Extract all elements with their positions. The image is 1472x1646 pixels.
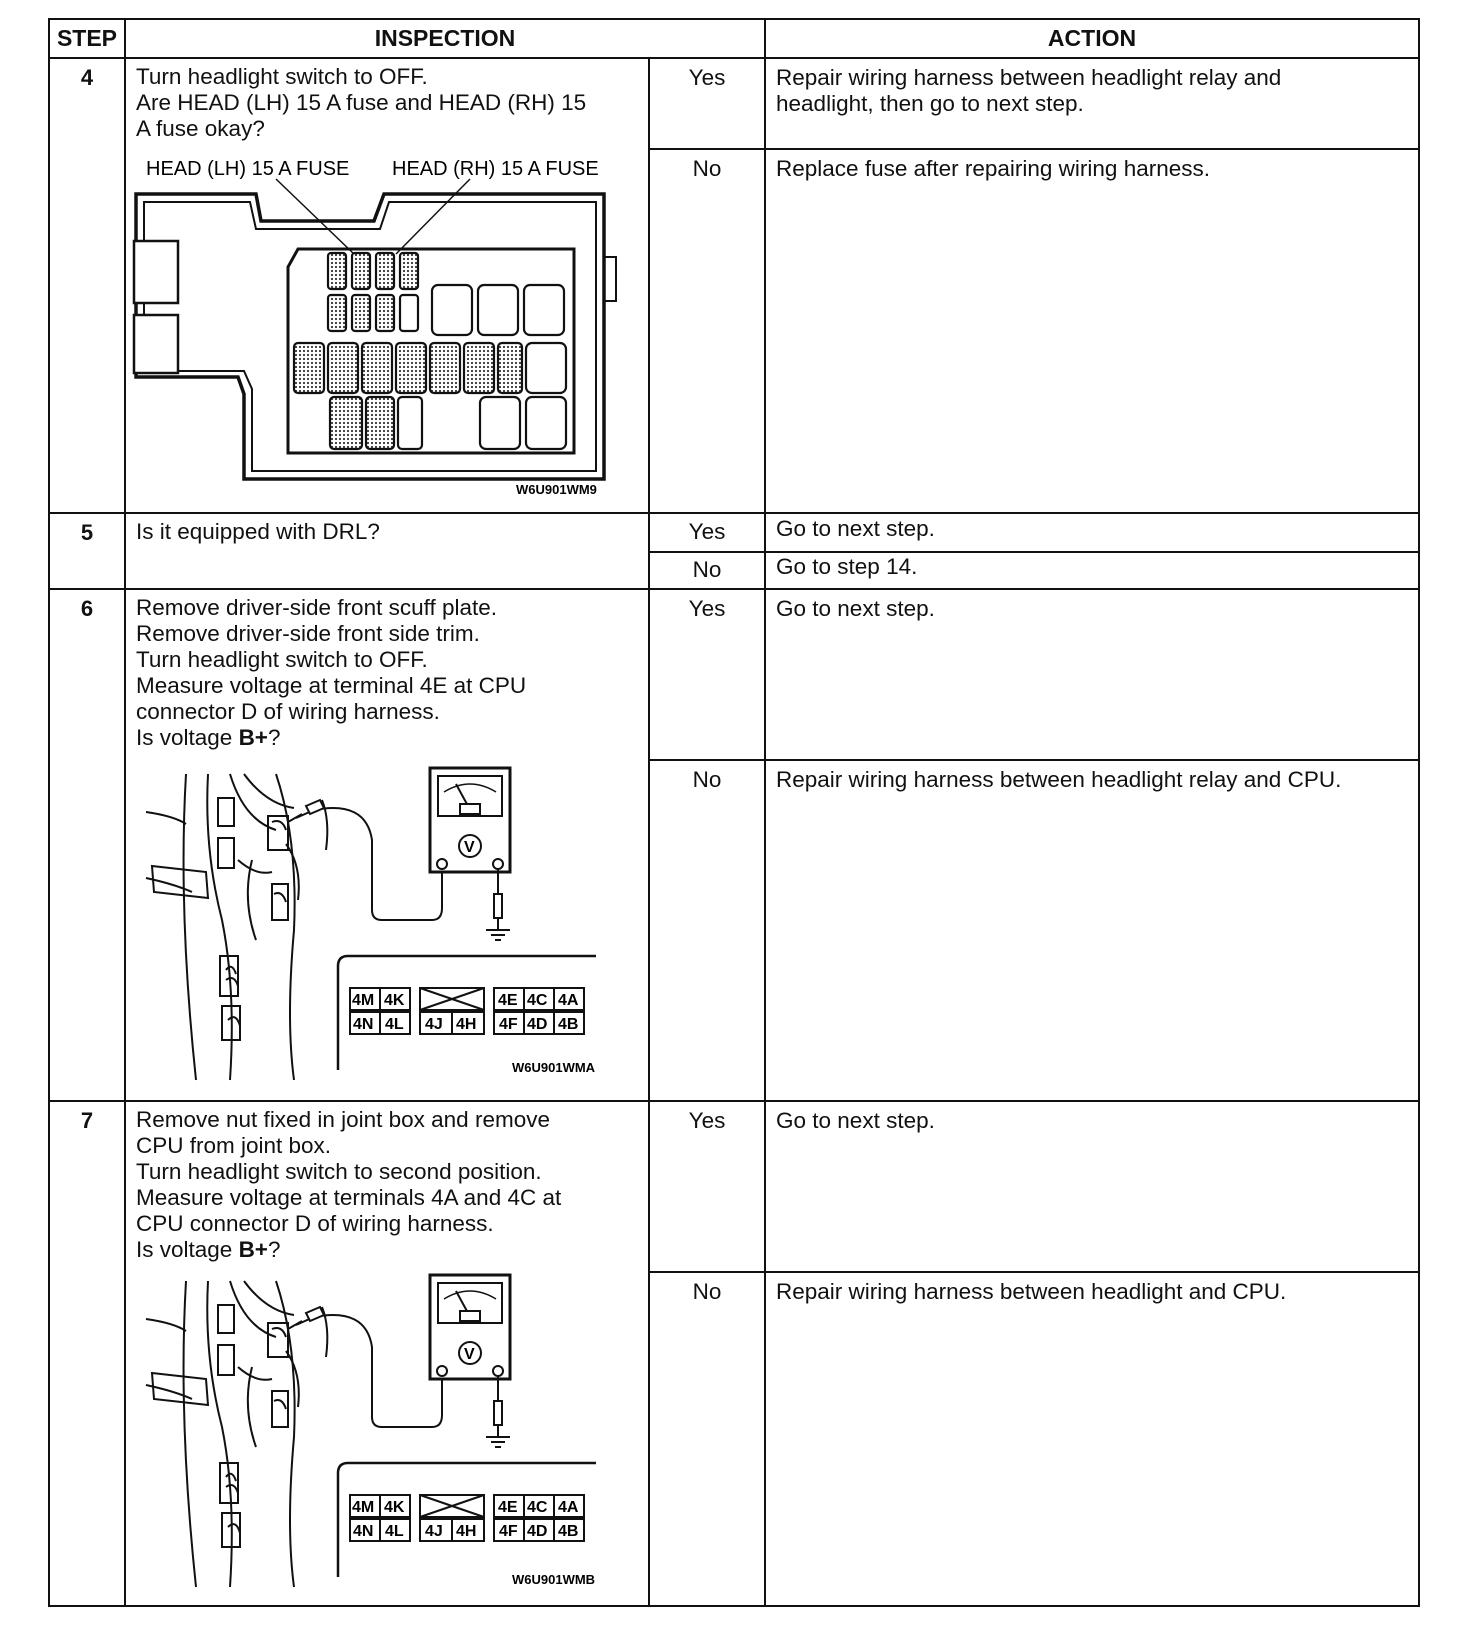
terminal-label: 4K [384, 1499, 405, 1517]
step-4-no-action: Replace fuse after repairing wiring harness. [765, 149, 1419, 512]
meter-symbol: V [464, 839, 475, 857]
fuse-box-diagram [126, 149, 646, 499]
header-row [49, 19, 1419, 58]
terminal-label: 4A [558, 1499, 579, 1517]
fuse-label-lh: HEAD (LH) 15 A FUSE [146, 158, 350, 181]
no-label: No [649, 149, 765, 512]
step-6-row-yes [49, 589, 1419, 760]
inspection-line: Measure voltage at terminal 4E at CPU [136, 672, 527, 698]
terminal-label: 4L [385, 1016, 404, 1034]
terminal-label: 4H [456, 1016, 477, 1034]
inspection-line: Are HEAD (LH) 15 A fuse and HEAD (RH) 15 [136, 90, 587, 116]
terminal-label: 4N [353, 1523, 374, 1541]
question-suffix: ? [267, 1237, 281, 1263]
step-6-yes-action: Go to next step. [765, 589, 1419, 760]
voltage-measurement-diagram [126, 760, 646, 1088]
step-5-inspection [125, 513, 649, 589]
step-number: 6 [49, 589, 125, 1101]
header-action: ACTION [765, 19, 1419, 58]
fuse-box-figure-cell [125, 149, 649, 512]
inspection-line: Is it equipped with DRL? [136, 518, 380, 544]
step-5-no-action: Go to step 14. [765, 552, 1419, 589]
figure-code: W6U901WMA [512, 1060, 596, 1076]
question-bold: B+ [238, 724, 268, 750]
terminal-label: 4K [384, 992, 405, 1010]
step-number: 4 [49, 58, 125, 512]
diagnostic-table [48, 18, 1420, 1607]
header-inspection: INSPECTION [125, 19, 765, 58]
step-7-row-yes [49, 1101, 1419, 1272]
yes-label: Yes [649, 1101, 765, 1272]
voltage-figure-cell [125, 760, 649, 1101]
question-text: Is voltage [136, 1237, 239, 1263]
no-label: No [649, 1272, 765, 1606]
inspection-line: Turn headlight switch to OFF. [136, 64, 428, 90]
step-7-yes-action: Go to next step. [765, 1101, 1419, 1272]
inspection-line: CPU connector D of wiring harness. [136, 1211, 494, 1237]
figure-code: W6U901WMB [512, 1572, 596, 1588]
step-4-row-no [49, 149, 1419, 512]
question-text: Is voltage [136, 724, 239, 750]
step-number: 7 [49, 1101, 125, 1606]
step-5-row-yes [49, 513, 1419, 552]
terminal-label: 4M [352, 992, 375, 1010]
voltage-measurement-diagram [126, 1272, 646, 1592]
terminal-label: 4D [527, 1016, 548, 1034]
step-4-yes-action [765, 58, 1419, 149]
terminal-label: 4B [558, 1016, 579, 1034]
step-4-inspection [125, 58, 649, 149]
step-6-inspection [125, 589, 649, 760]
yes-label: Yes [649, 58, 765, 149]
meter-symbol: V [464, 1346, 475, 1364]
step-6-row-no [49, 760, 1419, 1101]
terminal-label: 4J [425, 1016, 443, 1034]
fuse-label-rh: HEAD (RH) 15 A FUSE [392, 158, 599, 181]
inspection-line: Remove driver-side front scuff plate. [136, 594, 497, 620]
step-6-no-action: Repair wiring harness between headlight relay and CPU. [765, 760, 1419, 1101]
inspection-question [136, 1237, 638, 1263]
inspection-line: connector D of wiring harness. [136, 698, 440, 724]
yes-label: Yes [649, 589, 765, 760]
terminal-label: 4H [456, 1523, 477, 1541]
terminal-label: 4C [527, 992, 548, 1010]
step-number: 5 [49, 513, 125, 589]
step-7-row-no [49, 1272, 1419, 1606]
terminal-label: 4D [527, 1523, 548, 1541]
step-7-inspection [125, 1101, 649, 1272]
action-line: headlight, then go to next step. [776, 91, 1084, 117]
inspection-line: CPU from joint box. [136, 1133, 332, 1159]
terminal-label: 4E [498, 1499, 518, 1517]
inspection-line: Remove driver-side front side trim. [136, 620, 480, 646]
terminal-label: 4J [425, 1523, 443, 1541]
figure-code: W6U901WM9 [516, 482, 597, 498]
step-4-row-yes [49, 58, 1419, 149]
inspection-question [136, 725, 638, 751]
terminal-label: 4F [499, 1523, 518, 1541]
yes-label: Yes [649, 513, 765, 552]
terminal-label: 4N [353, 1016, 374, 1034]
inspection-line: Turn headlight switch to OFF. [136, 646, 428, 672]
step-5-yes-action: Go to next step. [765, 513, 1419, 552]
inspection-line: A fuse okay? [136, 116, 265, 142]
inspection-line: Turn headlight switch to second position. [136, 1159, 542, 1185]
terminal-label: 4F [499, 1016, 518, 1034]
no-label: No [649, 760, 765, 1101]
voltage-figure-cell [125, 1272, 649, 1606]
terminal-label: 4A [558, 992, 579, 1010]
terminal-label: 4M [352, 1499, 375, 1517]
step-7-no-action: Repair wiring harness between headlight and CPU. [765, 1272, 1419, 1606]
terminal-label: 4C [527, 1499, 548, 1517]
question-suffix: ? [267, 724, 281, 750]
terminal-label: 4L [385, 1523, 404, 1541]
inspection-line: Remove nut fixed in joint box and remove [136, 1107, 550, 1133]
terminal-label: 4E [498, 992, 518, 1010]
inspection-line: Measure voltage at terminals 4A and 4C at [136, 1185, 562, 1211]
action-line: Repair wiring harness between headlight relay and [776, 65, 1282, 91]
no-label: No [649, 552, 765, 589]
header-step: STEP [49, 19, 125, 58]
question-bold: B+ [238, 1237, 268, 1263]
terminal-label: 4B [558, 1523, 579, 1541]
